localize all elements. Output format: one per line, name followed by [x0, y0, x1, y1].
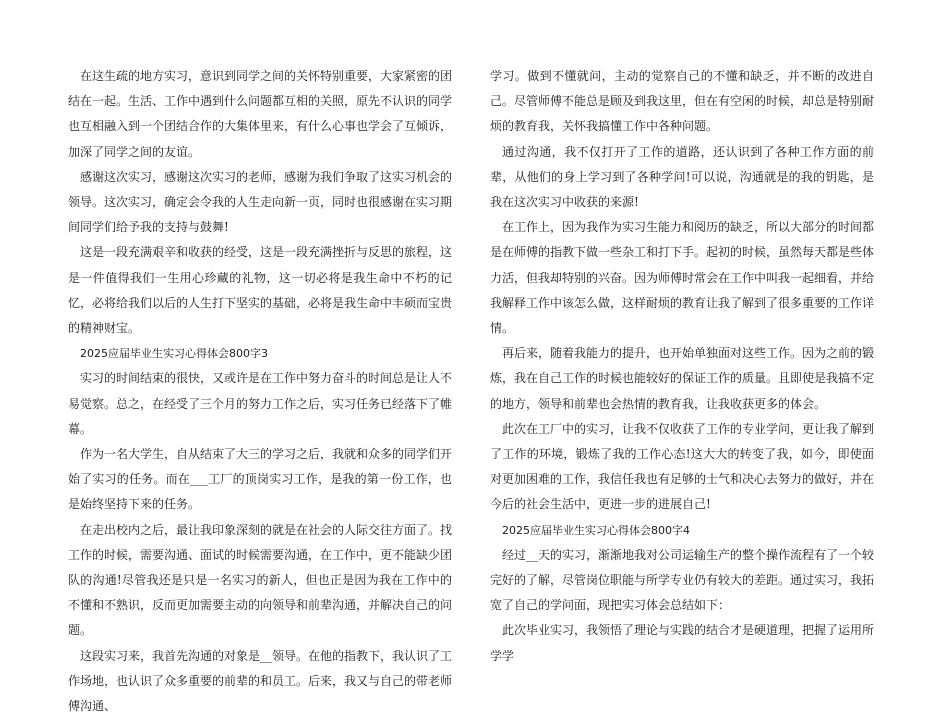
paragraph: 此次在工厂中的实习，让我不仅收获了工作的专业学问，更让我了解到了工作的环境，锻炼了我的工作心态!这大大的转变了我，如今，即使面对更加困难的工作，我信任我也有足够的士气和决心去努力的做好，并在今后的社会生活中，更进一步的进展自己!	[490, 421, 875, 512]
right-column	[490, 64, 874, 669]
left-column	[68, 64, 452, 719]
paragraph: 再后来，随着我能力的提升，也开始单独面对这些工作。因为之前的锻炼，我在自己工作的时候也能较好的保证工作的质量。且即使是我搞不定的地方，领导和前辈也会热情的教育我，让我收获更多的体会。	[490, 346, 875, 411]
paragraph: 感谢这次实习，感谢这次实习的老师，感谢为我们争取了这实习机会的领导。这次实习，确定会令我的人生走向新一页，同时也很感谢在实习期间同学们给予我的支持与鼓舞!	[68, 169, 453, 235]
paragraph: 实习的时间结束的很快，又或许是在工作中努力奋斗的时间总是让人不易觉察。总之，在经受了三个月的努力工作之后，实习任务已经落下了帷幕。	[68, 371, 453, 436]
paragraph: 此次毕业实习，我领悟了理论与实践的结合才是硬道理，把握了运用所学学	[490, 623, 875, 663]
section-heading: 2025应届毕业生实习心得体会800字4	[502, 523, 690, 537]
paragraph: 经过__天的实习，渐渐地我对公司运输生产的整个操作流程有了一个较完好的了解，尽管岗位职能与所学专业仍有较大的差距。通过实习，我拓宽了自己的学问面，现把实习体会总结如下：	[490, 547, 875, 613]
paragraph: 这是一段充满艰辛和收获的经受，这是一段充满挫折与反思的旅程，这是一件值得我们一生用心珍藏的礼物，这一切必将是我生命中不朽的记忆，必将给我们以后的人生打下坚实的基础，必将是我生命中丰硕而宝贵的精神财宝。	[68, 245, 453, 336]
paragraph: 在这生疏的地方实习，意识到同学之间的关怀特别重要，大家紧密的团结在一起。生活、工作中遇到什么问题都互相的关照，原先不认识的同学也互相融入到一个团结合作的大集体里来，有什么心事也学会了互倾诉，加深了同学之间的友谊。	[68, 69, 453, 159]
paragraph: 通过沟通，我不仅打开了工作的道路，还认识到了各种工作方面的前辈，从他们的身上学习到了各种学问!可以说，沟通就是的我的钥匙，是我在这次实习中收获的来源!	[490, 144, 874, 210]
section-heading: 2025应届毕业生实习心得体会800字3	[80, 347, 268, 361]
paragraph-continued: 学习。做到不懂就问，主动的觉察自己的不懂和缺乏，并不断的改进自己。尽管师傅不能总是顾及到我这里，但在有空闲的时候，却总是特别耐烦的教育我，关怀我搞懂工作中各种问题。	[490, 69, 875, 134]
paragraph: 作为一名大学生，自从结束了大三的学习之后，我就和众多的同学们开始了实习的任务。而在___工厂的顶岗实习工作，是我的第一份工作，也是始终坚持下来的任务。	[68, 447, 453, 512]
paragraph: 在工作上，因为我作为实习生能力和阅历的缺乏，所以大部分的时间都是在师傅的指教下做一些杂工和打下手。起初的时候，虽然每天都是些体力活，但我却特别的兴奋。因为师傅时常会在工作中叫我一起细看，并给我解释工作中该怎么做，这样耐烦的教育让我了解到了很多重要的工作详情。	[490, 220, 875, 336]
paragraph: 这段实习来，我首先沟通的对象是__领导。在他的指教下，我认识了工作场地，也认识了众多重要的前辈的和员工。后来，我又与自己的带老师傅沟通、	[68, 648, 453, 714]
paragraph: 在走出校内之后，最让我印象深刻的就是在社会的人际交往方面了。找工作的时候，需要沟通、面试的时候需要沟通，在工作中，更不能缺少团队的沟通!尽管我还是只是一名实习的新人，但也正是因为我在工作中的不懂和不熟识，反而更加需要主动的向领导和前辈沟通，并解决自己的问题。	[68, 522, 453, 638]
